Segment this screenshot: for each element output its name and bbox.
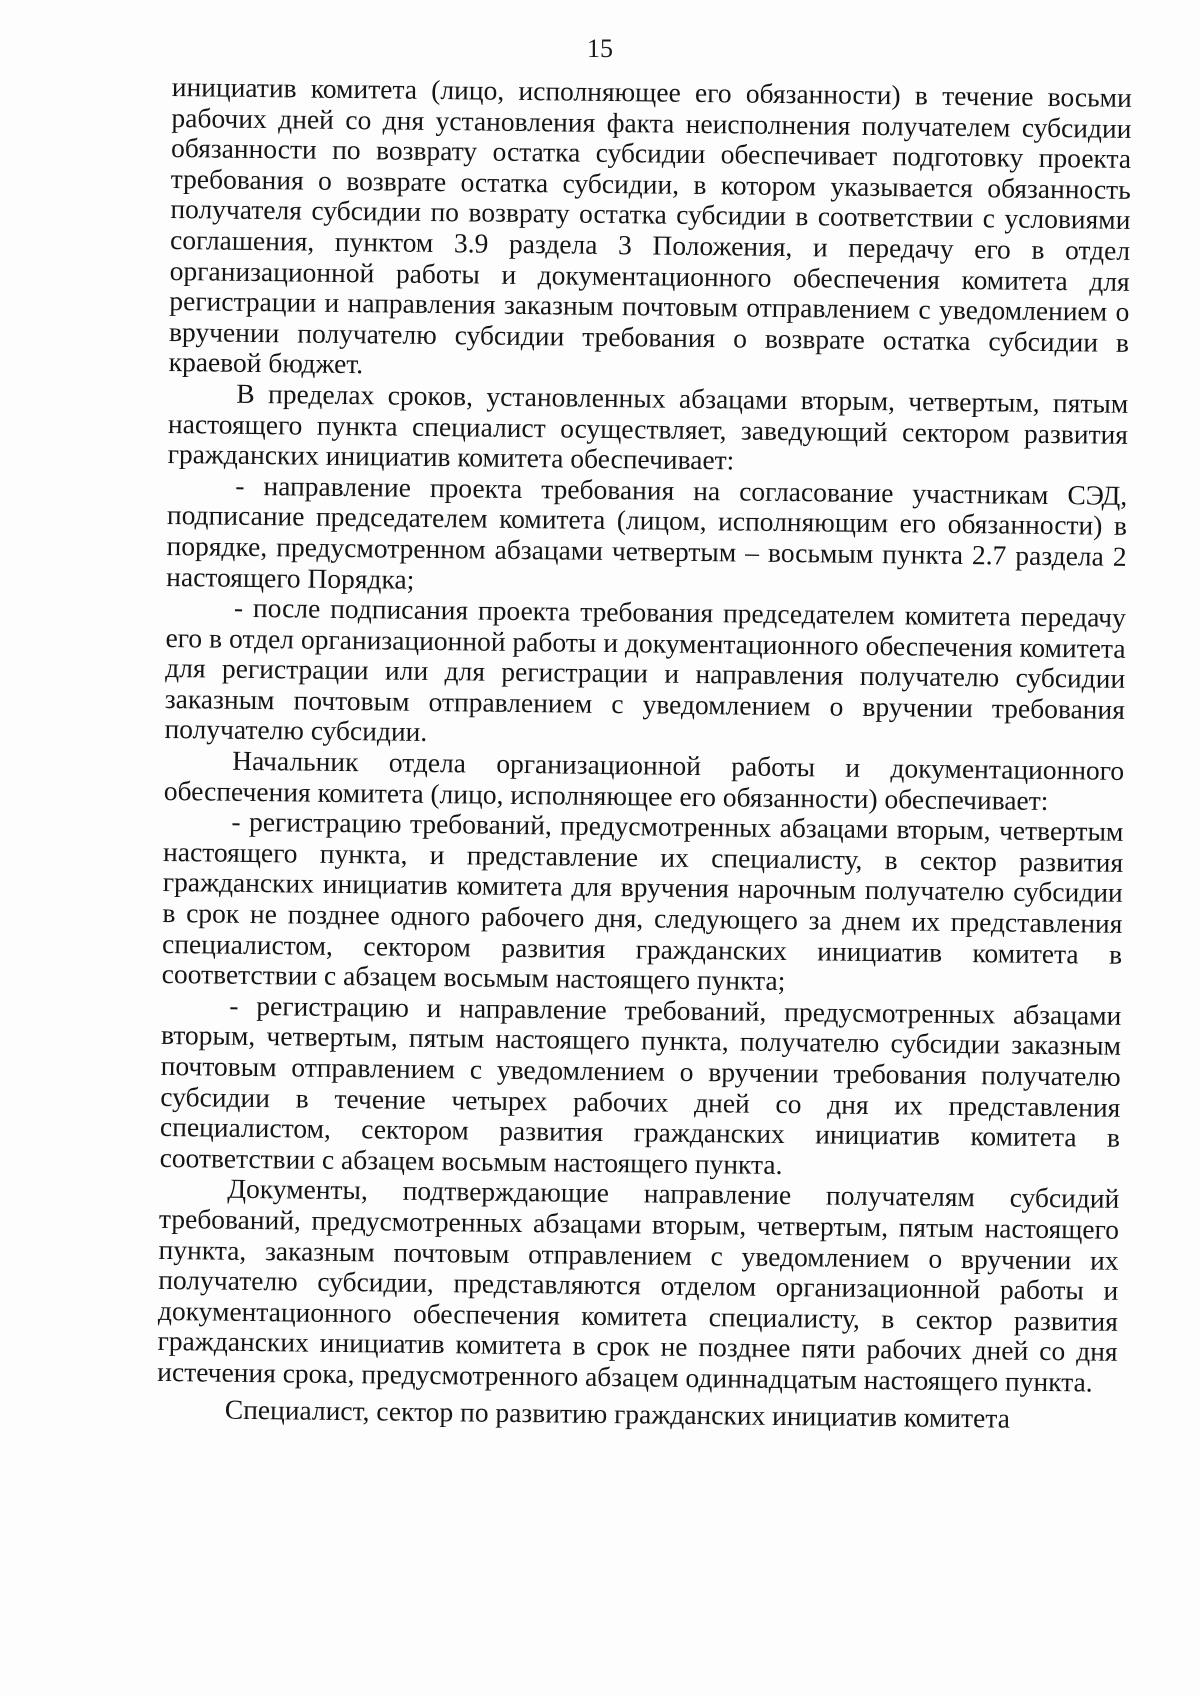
paragraph-2: В пределах сроков, установленных абзацами вторым, четвертым, пятым настоящего пункта специалист осуществляет, заведующий сектором развития гражданских инициатив комитета обеспечивает:	[167, 377, 1129, 476]
paragraph-7: - регистрацию и направление требований, предусмотренных абзацами вторым, четвертым, пятым настоящего пункта, получателю субсидии заказным почтовым отправлением с уведомлением о вручении требования получателю субсидии в течение четырех рабочих дней со дня их представления специалистом, сектором развития гражданских инициатив комитета в соответствии с абзацем восьмым настоящего пункта.	[159, 989, 1122, 1180]
paragraph-9: Специалист, сектор по развитию гражданских инициатив комитета	[224, 1393, 1011, 1434]
paragraph-5: Начальник отдела организационной работы и документационного обеспечения комитета (лицо, исполняющее его обязанности) обеспечивает:	[163, 744, 1125, 816]
paragraph-8: Документы, подтверждающие направление получателям субсидий требований, предусмотренных абзацами вторым, четвертым, пятым настоящего пункта, заказным почтовым отправлением с уведомлением о вручении их получателю субсидии, представляются отделом организационной работы и документационного обеспечения комитета специалисту, в сектор развития гражданских инициатив комитета в срок не позднее пяти рабочих дней со дня истечения срока, предусмотренного абзацем одиннадцатым настоящего пункта.	[157, 1173, 1120, 1398]
paragraph-1: инициатив комитета (лицо, исполняющее его обязанности) в течение восьми рабочих дней со дня установления факта неисполнения получателем субсидии обязанности по возврату остатка субсидии обеспечивает подготовку проекта требования о возврате остатка субсидии, в котором указывается обязанность получателя субсидии по возврату остатка субсидии в соответствии с условиями соглашения, пунктом 3.9 раздела 3 Положения, и передачу его в отдел организационной работы и документационного обеспечения комитета для регистрации и направления заказным почтовым отправлением с уведомлением о вручении получателю субсидии требования о возврате остатка субсидии в краевой бюджет.	[168, 71, 1132, 380]
document-body	[157, 72, 1132, 1435]
page-number: 15	[587, 34, 613, 63]
paragraph-6: - регистрацию требований, предусмотренных абзацами вторым, четвертым настоящего пункта, и представление их специалисту, в сектор развития гражданских инициатив комитета для вручения нарочным получателю субсидии в срок не позднее одного рабочего дня, следующего за днем их представления специалистом, сектором развития гражданских инициатив комитета в соответствии с абзацем восьмым настоящего пункта;	[161, 805, 1124, 997]
paragraph-3: - направление проекта требования на согласование участникам СЭД, подписание председателем комитета (лицом, исполняющим его обязанности) в порядке, предусмотренном абзацами четвертым – восьмым пункта 2.7 раздела 2 настоящего Порядка;	[166, 469, 1128, 595]
paragraph-4: - после подписания проекта требования председателем комитета передачу его в отдел организационной работы и документационного обеспечения комитета для регистрации или для регистрации и направления получателю субсидии заказным почтовым отправлением с уведомлением о вручении требования получателю субсидии.	[164, 591, 1127, 748]
